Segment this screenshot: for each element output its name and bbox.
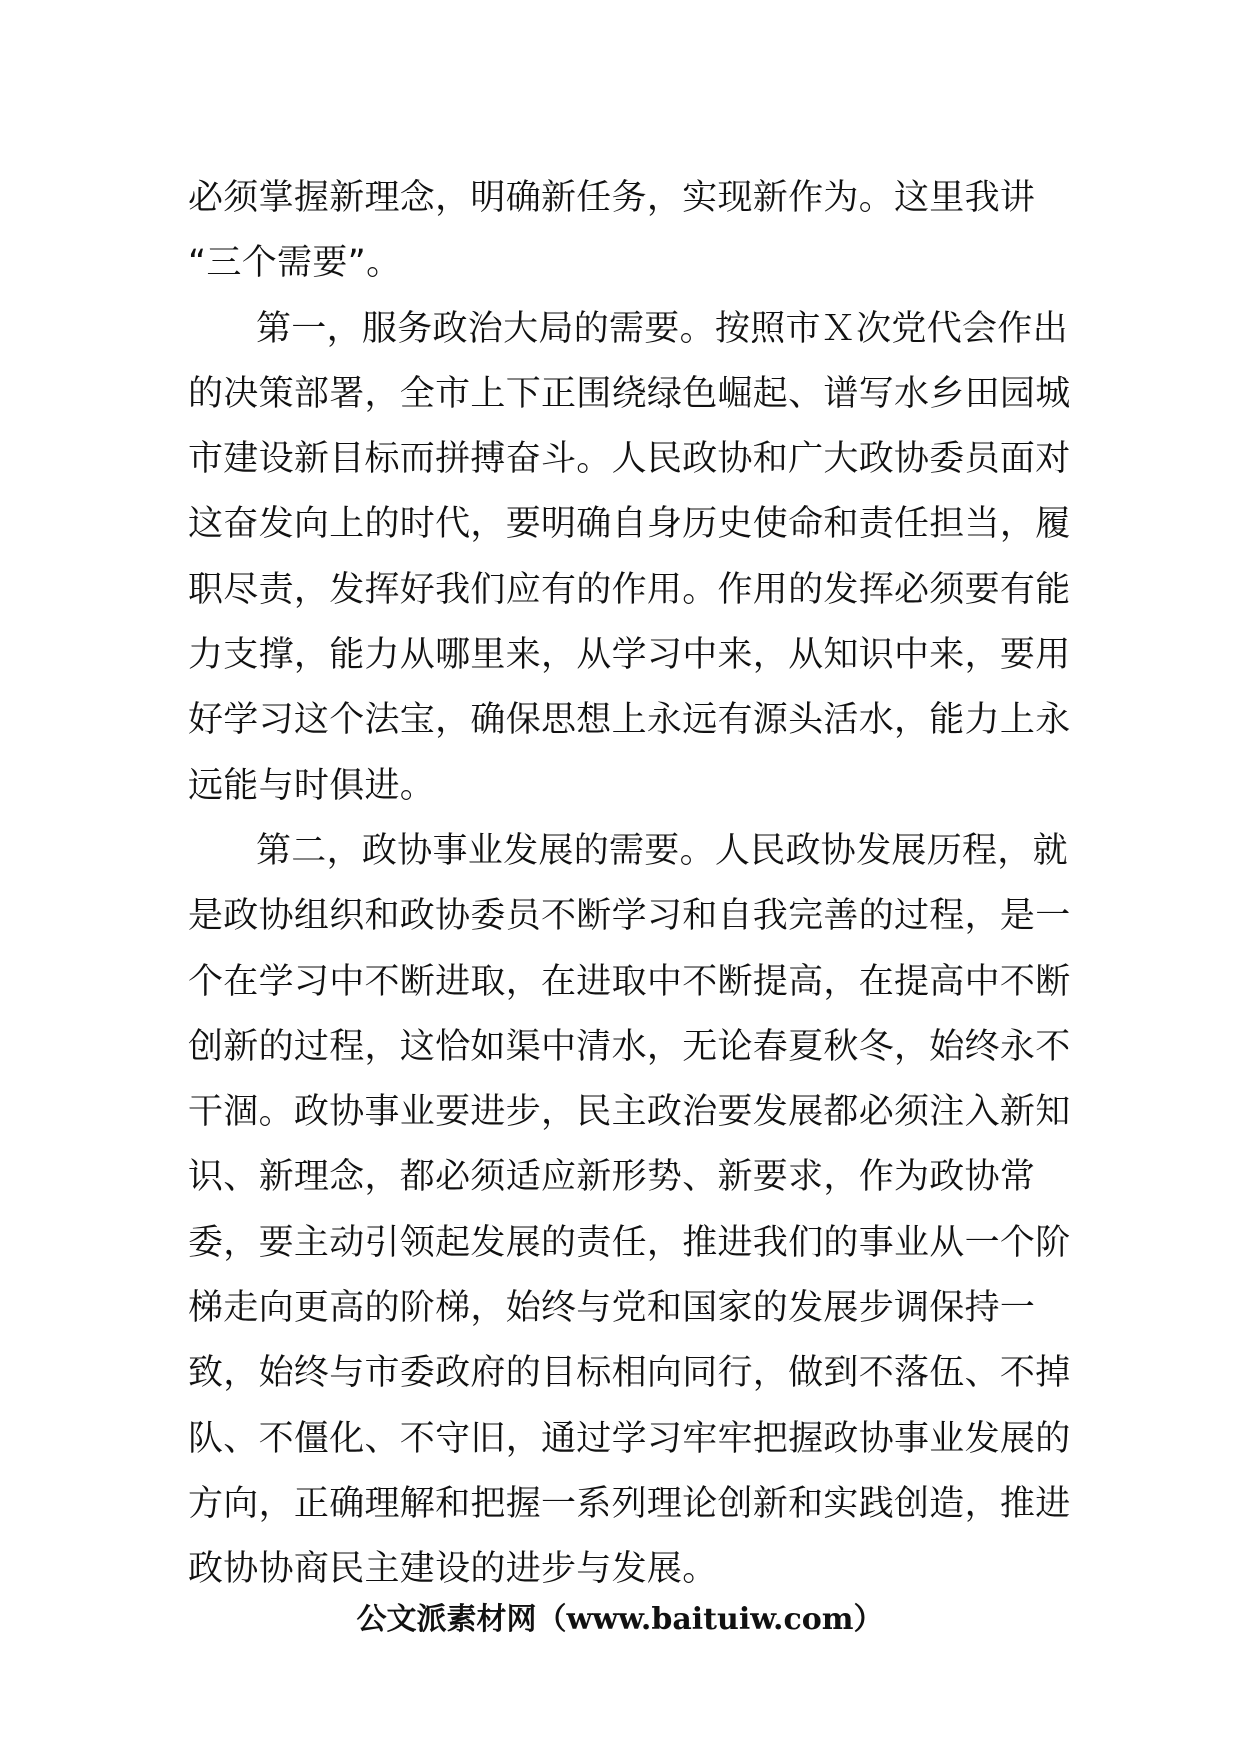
text-line: 必须掌握新理念，明确新任务，实现新作为。这里我讲 (188, 178, 1036, 218)
text-line: 方向，正确理解和把握一系列理论创新和实践创造，推进 (188, 1483, 1071, 1524)
text-line: 市建设新目标而拼搏奋斗。人民政协和广大政协委员面对 (188, 439, 1071, 480)
text-line: 这奋发向上的时代，要明确自身历史使命和责任担当，履 (188, 504, 1071, 545)
text-line: 识、新理念，都必须适应新形势、新要求，作为政协常 (188, 1157, 1036, 1198)
text-line: 职尽责，发挥好我们应有的作用。作用的发挥必须要有能 (188, 569, 1071, 610)
text-line: 队、不僵化、不守旧，通过学习牢牢把握政协事业发展的 (188, 1418, 1071, 1459)
text-line: 是政协组织和政协委员不断学习和自我完善的过程，是一 (188, 896, 1071, 937)
text-line: 梯走向更高的阶梯，始终与党和国家的发展步调保持一 (188, 1288, 1036, 1329)
body-text (188, 166, 1071, 1603)
text-line: 的决策部署，全市上下正围绕绿色崛起、谱写水乡田园城 (188, 373, 1071, 414)
text-line: 致，始终与市委政府的目标相向同行，做到不落伍、不掉 (188, 1353, 1071, 1394)
paragraph-first-line: 第一，服务政治大局的需要。按照市Ｘ次党代会作出 (256, 308, 1068, 349)
paragraph-first-line: 第二，政协事业发展的需要。人民政协发展历程，就 (256, 830, 1068, 871)
source-footer: 公文派素材网（www.baituiw.com） (356, 1602, 884, 1637)
text-line: “三个需要”。 (188, 243, 402, 284)
text-line: 创新的过程，这恰如渠中清水，无论春夏秋冬，始终永不 (188, 1026, 1071, 1067)
text-line: 远能与时俱进。 (188, 765, 436, 806)
text-line: 委，要主动引领起发展的责任，推进我们的事业从一个阶 (188, 1222, 1071, 1263)
text-line: 个在学习中不断进取，在进取中不断提高，在提高中不断 (188, 961, 1071, 1002)
text-line: 力支撑，能力从哪里来，从学习中来，从知识中来，要用 (188, 635, 1071, 676)
text-line: 干涸。政协事业要进步，民主政治要发展都必须注入新知 (188, 1092, 1071, 1133)
text-line: 好学习这个法宝，确保思想上永远有源头活水，能力上永 (188, 700, 1071, 741)
text-line: 政协协商民主建设的进步与发展。 (188, 1549, 718, 1590)
